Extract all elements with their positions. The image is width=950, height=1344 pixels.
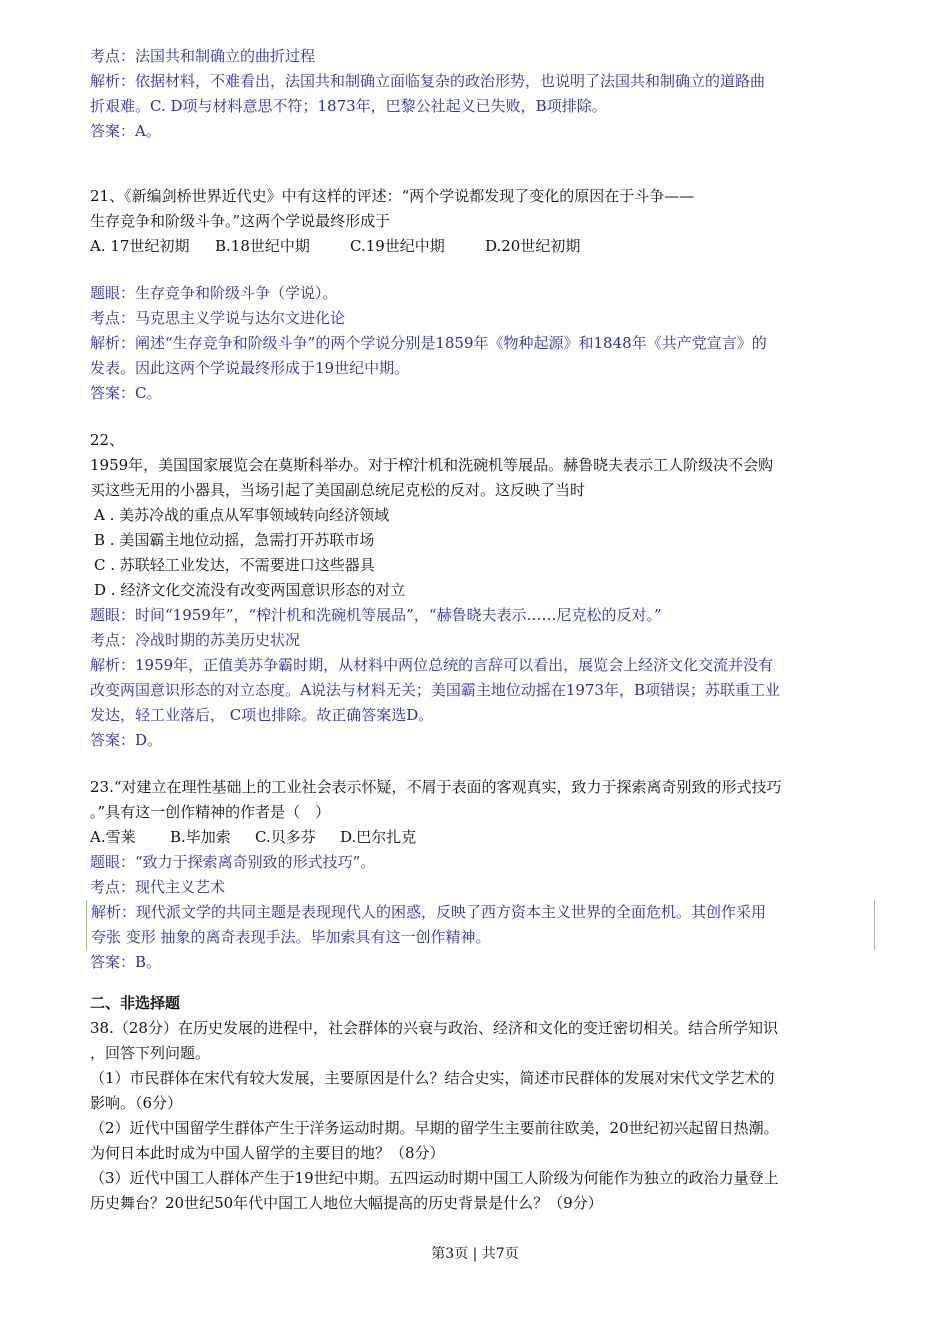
q22-answer: 答案：D。 xyxy=(90,731,163,749)
q23-stem-line1: 23.“对建立在理性基础上的工业社会表示怀疑，不屑于表面的客观真实，致力于探索离奇别致的形式技巧 xyxy=(90,778,782,796)
q23-options xyxy=(90,825,865,850)
q21-stem-line1: 21、《新编剑桥世界近代史》中有这样的评述：“两个学说都发现了变化的原因在于斗争—— xyxy=(90,187,695,205)
q21-options xyxy=(90,234,865,259)
q23-option-c: C.贝多芬 xyxy=(255,828,316,846)
q21-kaodian: 考点：马克思主义学说与达尔文进化论 xyxy=(90,309,346,327)
q21-option-b: B.18世纪中期 xyxy=(215,237,310,255)
q20-kaodian: 考点：法国共和制确立的曲折过程 xyxy=(90,47,316,65)
q22-jiexi-line3: 发达，轻工业落后， C项也排除。故正确答案选D。 xyxy=(90,706,434,724)
q38-part3-line2: 历史舞台？20世纪50年代中国工人地位大幅提高的历史背景是什么？（9分） xyxy=(90,1194,603,1212)
q22-option-a: A . 美苏冷战的重点从军事领域转向经济领域 xyxy=(94,506,390,524)
q21-answer: 答案：C。 xyxy=(90,384,162,402)
q23-answer: 答案：B。 xyxy=(90,953,162,971)
q38-stem-line2: ，回答下列问题。 xyxy=(90,1044,211,1062)
q38-part3-line1: （3）近代中国工人群体产生于19世纪中期。五四运动时期中国工人阶级为何能作为独立的政治力量登上 xyxy=(90,1169,779,1187)
q23-stem-line2: 。”具有这一创作精神的作者是（ ） xyxy=(90,803,331,821)
q21-jiexi-line1: 解析：阐述“生存竞争和阶级斗争”的两个学说分别是1859年《物种起源》和1848年《共产党宣言》的 xyxy=(90,334,767,352)
q38-stem-line1: 38.（28分）在历史发展的进程中，社会群体的兴衰与政治、经济和文化的变迁密切相关。结合所学知识 xyxy=(90,1019,778,1037)
q38-part2-line2: 为何日本此时成为中国人留学的主要目的地？（8分） xyxy=(90,1144,445,1162)
page-footer: 第3页 | 共7页 xyxy=(431,1246,519,1262)
q38-part1-line1: （1）市民群体在宋代有较大发展，主要原因是什么？结合史实，简述市民群体的发展对宋代文学艺术的 xyxy=(90,1069,775,1087)
q23-option-a: A.雪莱 xyxy=(90,828,136,846)
q23-tiyan: 题眼：“致力于探索离奇别致的形式技巧”。 xyxy=(90,853,376,871)
q21-jiexi-line2: 发表。因此这两个学说最终形成于19世纪中期。 xyxy=(90,359,410,377)
q22-option-c: C . 苏联轻工业发达，不需要进口这些器具 xyxy=(94,556,375,574)
q21-stem-line2: 生存竞争和阶级斗争。”这两个学说最终形成于 xyxy=(90,212,391,230)
q23-jiexi-line1: 解析：现代派文学的共同主题是表现现代人的困惑，反映了西方资本主义世界的全面危机。其创作采用 xyxy=(91,903,767,921)
q20-answer: 答案：A。 xyxy=(90,122,161,140)
q23-option-d: D.巴尔扎克 xyxy=(340,828,417,846)
q20-jiexi-line1: 解析：依据材料，不难看出，法国共和制确立面临复杂的政治形势，也说明了法国共和制确立的道路曲 xyxy=(90,72,766,90)
q22-jiexi-line2: 改变两国意识形态的对立态度。A说法与材料无关；美国霸主地位动摇在1973年，B项错误；苏联重工业 xyxy=(90,681,781,699)
q22-jiexi-line1: 解析：1959年，正值美苏争霸时期，从材料中两位总统的言辞可以看出，展览会上经济文化交流并没有 xyxy=(90,656,774,674)
q22-option-d: D . 经济文化交流没有改变两国意识形态的对立 xyxy=(94,581,406,599)
q22-kaodian: 考点：冷战时期的苏美历史状况 xyxy=(90,631,301,649)
q23-jiexi-frame xyxy=(86,900,875,950)
q38-part1-line2: 影响。（6分） xyxy=(90,1094,183,1112)
q22-stem-line1: 1959年，美国国家展览会在莫斯科举办。对于榨汁机和洗碗机等展品。赫鲁晓夫表示工人阶级决不会购 xyxy=(90,456,774,474)
page-content xyxy=(90,44,865,1216)
q23-jiexi-line2: 夸张 变形 抽象的离奇表现手法。毕加索具有这一创作精神。 xyxy=(91,928,491,946)
q21-option-a: A. 17世纪初期 xyxy=(90,237,190,255)
q21-tiyan: 题眼：生存竞争和阶级斗争（学说）。 xyxy=(90,284,338,302)
q23-kaodian: 考点：现代主义艺术 xyxy=(90,878,226,896)
q22-stem-line2: 买这些无用的小器具，当场引起了美国副总统尼克松的反对。这反映了当时 xyxy=(90,481,586,499)
section2-heading: 二、非选择题 xyxy=(90,994,181,1012)
q21-option-c: C.19世纪中期 xyxy=(350,237,445,255)
q23-option-b: B.毕加索 xyxy=(170,828,231,846)
q20-jiexi-line2: 折艰难。C. D项与材料意思不符；1873年，巴黎公社起义已失败，B项排除。 xyxy=(90,97,607,115)
q38-part2-line1: （2）近代中国留学生群体产生于洋务运动时期。早期的留学生主要前往欧美，20世纪初兴起留日热潮。 xyxy=(90,1119,779,1137)
q22-option-b: B . 美国霸主地位动摇，急需打开苏联市场 xyxy=(94,531,375,549)
q21-option-d: D.20世纪初期 xyxy=(485,237,581,255)
q22-tiyan: 题眼：时间“1959年”，“榨汁机和洗碗机等展品”，“赫鲁晓夫表示……尼克松的反对。” xyxy=(90,606,662,624)
q22-number: 22、 xyxy=(90,431,125,449)
